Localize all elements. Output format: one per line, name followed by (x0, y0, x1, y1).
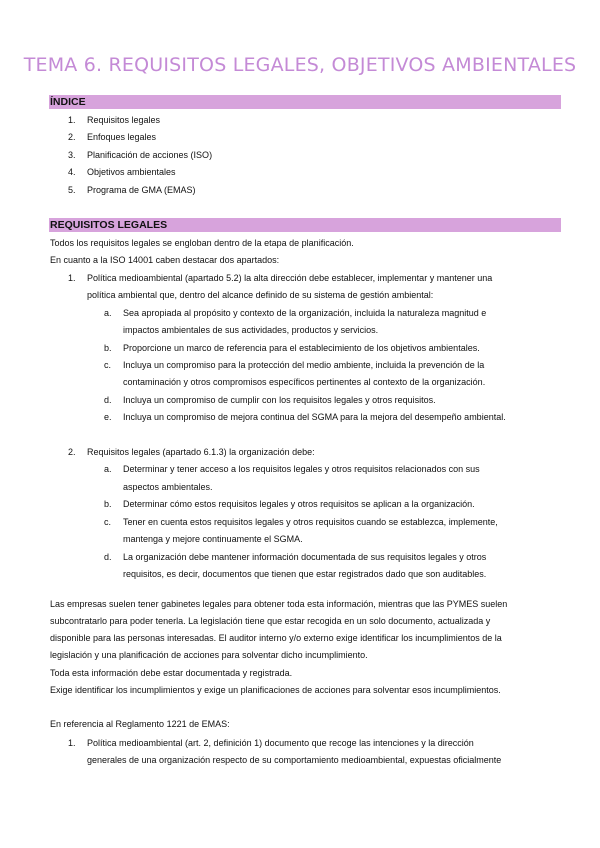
sublist-item-text: Determinar cómo estos requisitos legales y otros requisitos se aplican a la organización. (123, 499, 475, 509)
sublist-item-text: mantenga y mejore continuamente el SGMA. (123, 534, 303, 544)
body-text: En cuanto a la ISO 14001 caben destacar dos apartados: (50, 255, 280, 265)
sublist-item-text: impactos ambientales de sus actividades, productos y servicios. (123, 325, 379, 335)
body-text: Todos los requisitos legales se engloban dentro de la etapa de planificación. (50, 238, 354, 248)
sublist-letter: b. (104, 499, 112, 509)
list-number: 1. (68, 273, 76, 283)
list-number: 2. (68, 447, 76, 457)
sublist-item-text: Sea apropiada al propósito y contexto de la organización, incluida la naturaleza magnitud e (123, 308, 487, 318)
section-heading-requisitos: REQUISITOS LEGALES (49, 218, 561, 232)
list-item-text: política ambiental que, dentro del alcance definido de su sistema de gestión ambiental: (87, 290, 434, 300)
sublist-letter: a. (104, 464, 112, 474)
sublist-item-text: Incluya un compromiso para la protección del medio ambiente, incluida la prevención de la (123, 360, 485, 370)
body-text: disponible para las personas interesadas. El auditor interno y/o externo exige identificar los incumplimientos de la (50, 633, 502, 643)
sublist-letter: a. (104, 308, 112, 318)
sublist-item-text: Determinar y tener acceso a los requisitos legales y otros requisitos relacionados con sus (123, 464, 480, 474)
list-number: 1. (68, 115, 76, 125)
list-item: Requisitos legales (87, 115, 161, 125)
sublist-letter: e. (104, 412, 112, 422)
list-number: 4. (68, 167, 76, 177)
list-item-text: Política medioambiental (apartado 5.2) la alta dirección debe establecer, implementar y mantener una (87, 273, 493, 283)
list-item: Objetivos ambientales (87, 167, 176, 177)
sublist-item-text: contaminación y otros compromisos específicos pertinentes al contexto de la organización. (123, 377, 486, 387)
list-item-text: Política medioambiental (art. 2, definición 1) documento que recoge las intenciones y la dirección (87, 738, 474, 748)
list-item: Planificación de acciones (ISO) (87, 150, 213, 160)
sublist-letter: d. (104, 395, 112, 405)
list-number: 2. (68, 132, 76, 142)
sublist-letter: d. (104, 552, 112, 562)
sublist-item-text: requisitos, es decir, documentos que tienen que estar registrados dado que son auditables. (123, 569, 487, 579)
sublist-item-text: aspectos ambientales. (123, 482, 213, 492)
sublist-letter: c. (104, 360, 112, 370)
sublist-item-text: Incluya un compromiso de mejora continua del SGMA para la mejora del desempeño ambiental. (123, 412, 506, 422)
list-number: 1. (68, 738, 76, 748)
list-item: Programa de GMA (EMAS) (87, 185, 196, 195)
list-number: 3. (68, 150, 76, 160)
sublist-item-text: La organización debe mantener información documentada de sus requisitos legales y otros (123, 552, 487, 562)
sublist-letter: b. (104, 343, 112, 353)
body-text: legislación y una planificación de acciones para solventar dicho incumplimiento. (50, 650, 368, 660)
sublist-item-text: Proporcione un marco de referencia para el establecimiento de los objetivos ambientales. (123, 343, 480, 353)
sublist-item-text: Incluya un compromiso de cumplir con los requisitos legales y otros requisitos. (123, 395, 436, 405)
body-text: En referencia al Reglamento 1221 de EMAS: (50, 719, 230, 729)
list-item-text: Requisitos legales (apartado 6.1.3) la organización debe: (87, 447, 315, 457)
sublist-item-text: Tener en cuenta estos requisitos legales y otros requisitos cuando se establezca, implemente, (123, 517, 498, 527)
body-text: Las empresas suelen tener gabinetes legales para obtener toda esta información, mientras que las PYMES suelen (50, 599, 508, 609)
sublist-letter: c. (104, 517, 112, 527)
section-heading-indice: ÍNDICE (49, 95, 561, 109)
body-text: Exige identificar los incumplimientos y exige un planificaciones de acciones para solventar esos incumplimientos. (50, 685, 501, 695)
list-item-text: generales de una organización respecto de su comportamiento medioambiental, expuestas oficialmente (87, 755, 502, 765)
body-text: Toda esta información debe estar documentada y registrada. (50, 668, 293, 678)
list-number: 5. (68, 185, 76, 195)
body-text: subcontratarlo para poder tenerla. La legislación tiene que estar recogida en un solo documento, actualizada y (50, 616, 491, 626)
list-item: Enfoques legales (87, 132, 157, 142)
page-title: TEMA 6. REQUISITOS LEGALES, OBJETIVOS AMBIENTALES (23, 54, 577, 76)
